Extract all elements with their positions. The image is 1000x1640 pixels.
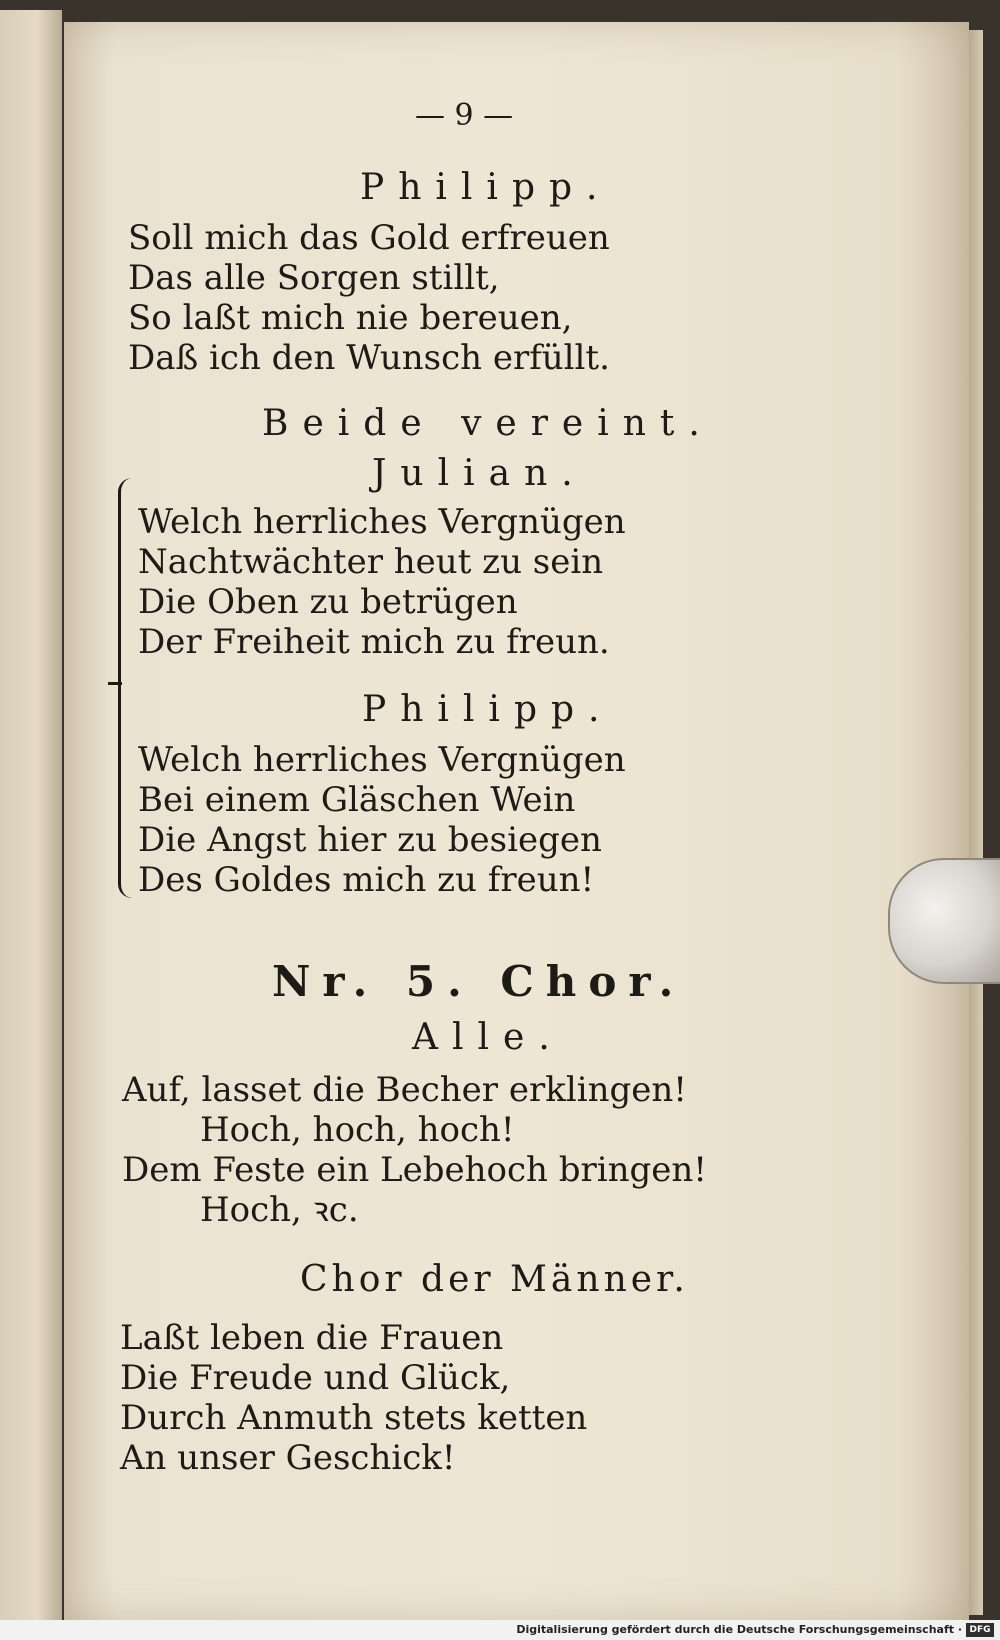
verse-line: Hoch, hoch, hoch! xyxy=(200,1110,515,1150)
chapter-title: Nr. 5. Chor. xyxy=(272,957,686,1006)
left-page-edge xyxy=(0,10,62,1620)
verse-line: Das alle Sorgen stillt, xyxy=(128,258,500,298)
verse-line: Des Goldes mich zu freun! xyxy=(138,860,595,900)
verse-line: So laßt mich nie bereuen, xyxy=(128,298,573,338)
speaker-heading: Alle. xyxy=(412,1017,564,1058)
verse-line: Bei einem Gläschen Wein xyxy=(138,780,576,820)
verse-line: Auf, lasset die Becher erklingen! xyxy=(122,1070,687,1110)
verse-line: Daß ich den Wunsch erfüllt. xyxy=(128,338,610,378)
magnifier-tool[interactable] xyxy=(888,858,1000,984)
speaker-heading: Philipp. xyxy=(362,689,614,730)
page-number: — 9 — xyxy=(415,98,514,133)
verse-line: Laßt leben die Frauen xyxy=(120,1318,504,1358)
dfg-logo: DFG xyxy=(966,1623,994,1637)
verse-line: Hoch, ꝛc. xyxy=(200,1190,359,1230)
verse-line: Die Oben zu betrügen xyxy=(138,582,518,622)
verse-line: Soll mich das Gold erfreuen xyxy=(128,218,610,258)
verse-line: Die Freude und Glück, xyxy=(120,1358,511,1398)
verse-line: Die Angst hier zu besiegen xyxy=(138,820,602,860)
speaker-heading: Chor der Männer. xyxy=(300,1259,689,1300)
verse-line: An unser Geschick! xyxy=(120,1438,456,1478)
right-page-edge xyxy=(969,30,983,1615)
speaker-heading: Philipp. xyxy=(360,167,612,208)
verse-line: Durch Anmuth stets ketten xyxy=(120,1398,588,1438)
curly-brace-tip xyxy=(108,682,122,685)
speaker-heading: Beide vereint. xyxy=(262,403,714,444)
verse-line: Welch herrliches Vergnügen xyxy=(138,740,626,780)
verse-line: Nachtwächter heut zu sein xyxy=(138,542,604,582)
verse-line: Welch herrliches Vergnügen xyxy=(138,502,626,542)
funding-credit: Digitalisierung gefördert durch die Deutsche Forschungsgemeinschaft · xyxy=(516,1623,962,1636)
speaker-heading: Julian. xyxy=(372,453,587,494)
verse-line: Dem Feste ein Lebehoch bringen! xyxy=(122,1150,707,1190)
verse-line: Der Freiheit mich zu freun. xyxy=(138,622,610,662)
